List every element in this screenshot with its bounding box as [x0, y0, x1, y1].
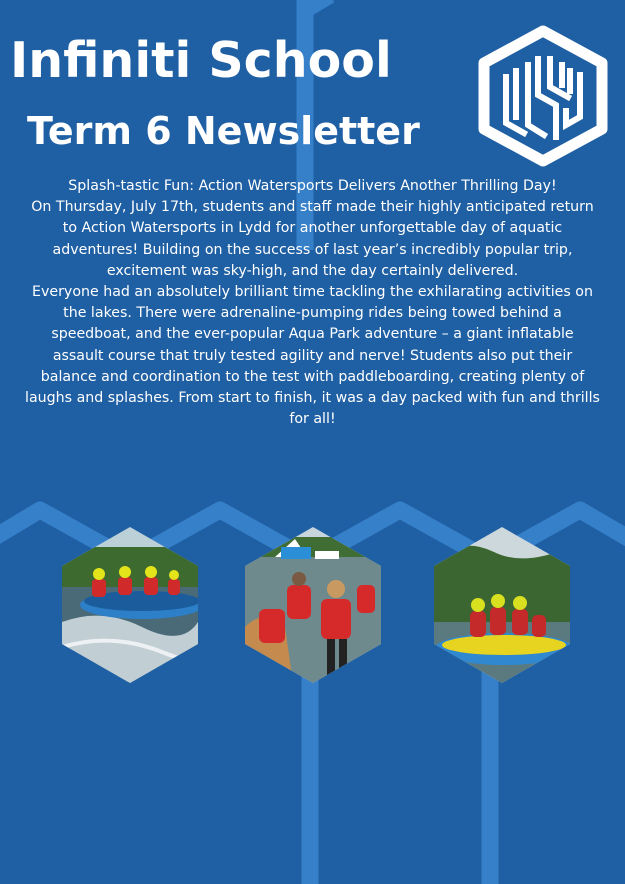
page-title: Infiniti School — [10, 32, 392, 89]
photo-aqua-park — [245, 527, 381, 683]
photo-tubing — [62, 527, 198, 683]
photo-inflatable-group — [434, 527, 570, 683]
page-subtitle: Term 6 Newsletter — [27, 109, 420, 153]
article-paragraph: On Thursday, July 17th, students and staff made their highly anticipated return to Action Watersports in Lydd for another unforgettable day of aquatic adventures! Building on the success of last year’s incredibly popular trip, excitement was sky-high, and the day certainly delivered. — [31, 199, 594, 279]
school-logo-icon — [476, 25, 610, 167]
article-paragraph: Everyone had an absolutely brilliant time tackling the exhilarating activities on the lakes. There were adrenaline-pumping rides being towed behind a speedboat, and the ever-popular Aqua Park adventure – a giant inflatable assault course that truly tested agility and nerve! Students also put their balance and coordination to the test with paddleboarding, creating plenty of laughs and splashes. From start to finish, it was a day packed with fun and thrills for all! — [25, 284, 600, 428]
article-headline: Splash-tastic Fun: Action Watersports Delivers Another Thrilling Day! — [68, 178, 557, 194]
article — [25, 176, 600, 430]
